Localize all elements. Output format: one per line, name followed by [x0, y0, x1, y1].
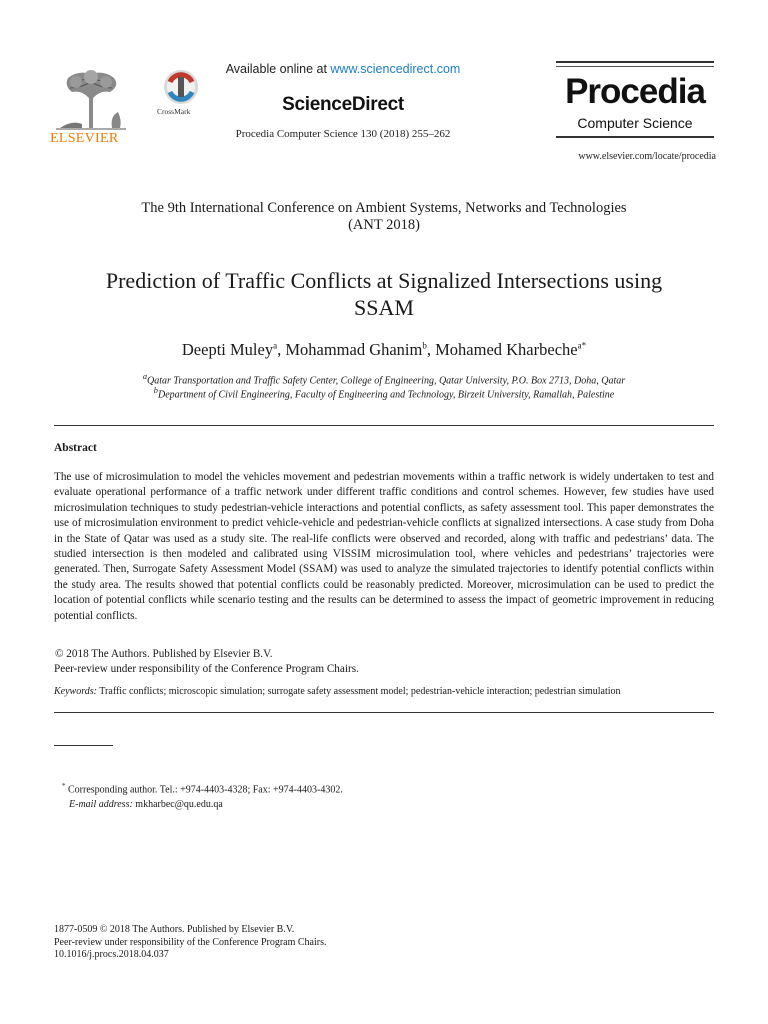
- author-name: Deepti Muley: [181, 340, 274, 359]
- sciencedirect-link[interactable]: www.sciencedirect.com: [330, 62, 461, 76]
- title-line: SSAM: [354, 295, 414, 320]
- section-divider: [54, 425, 714, 426]
- footnote-contact: Corresponding author. Tel.: +974-4403-4328; Fax: +974-4403-4302.: [65, 784, 343, 796]
- sciencedirect-brand: ScienceDirect: [282, 94, 404, 115]
- author-name: Mohammad Ghanim: [285, 340, 423, 359]
- affiliation-text: Qatar Transportation and Traffic Safety Center, College of Engineering, Qatar University, P.O. Box 2713, Doha, Qatar: [147, 375, 626, 387]
- doi-link[interactable]: 10.1016/j.procs.2018.04.037: [54, 949, 169, 961]
- conference-name: [54, 200, 714, 234]
- crossmark-label: CrossMark: [157, 107, 191, 116]
- elsevier-wordmark: ELSEVIER: [50, 131, 119, 146]
- keywords-label: Keywords:: [54, 686, 97, 697]
- procedia-rule: [556, 61, 714, 63]
- imprint-line: Peer-review under responsibility of the Conference Program Chairs.: [54, 936, 327, 948]
- footnote-mark: *: [62, 782, 66, 790]
- affiliation-mark: a: [142, 372, 148, 381]
- author-list: [54, 340, 714, 360]
- imprint-footer: [54, 924, 554, 962]
- conference-line: (ANT 2018): [348, 217, 420, 233]
- author-separator: ,: [426, 340, 436, 359]
- procedia-logo: Procedia: [565, 72, 705, 111]
- imprint-line: 1877-0509 © 2018 The Authors. Published by Elsevier B.V.: [54, 924, 295, 935]
- affiliation-mark: b: [153, 386, 158, 395]
- copyright-block: [54, 647, 714, 677]
- available-prefix: Available online at: [225, 62, 331, 76]
- affiliation-b: [54, 386, 714, 400]
- email-label: E-mail address:: [69, 799, 133, 811]
- conference-line: The 9th International Conference on Ambient Systems, Networks and Technologies: [141, 200, 627, 216]
- email-address[interactable]: mkharbec@qu.edu.qa: [132, 799, 223, 811]
- footnote-email-line: [62, 797, 662, 812]
- affiliation-text: Department of Civil Engineering, Faculty of Engineering and Technology, Birzeit University, Ramallah, Palestine: [157, 389, 615, 401]
- corresponding-author-footnote: [62, 779, 662, 812]
- author-affiliation-mark: a*: [577, 340, 587, 351]
- author-affiliation-mark: b: [422, 340, 427, 351]
- journal-url-link[interactable]: www.elsevier.com/locate/procedia: [578, 151, 716, 162]
- procedia-rule: [556, 136, 714, 138]
- procedia-rule: [556, 66, 714, 67]
- keywords-line: [54, 686, 714, 697]
- peer-review-line: Peer-review under responsibility of the Conference Program Chairs.: [54, 663, 359, 675]
- author-name: Mohamed Kharbeche: [435, 340, 578, 359]
- author-separator: ,: [277, 340, 286, 359]
- abstract-body: The use of microsimulation to model the vehicles movement and pedestrian movements within a traffic network is widely undertaken to test and evaluate operational performance of a traffic network under different traffic conditions and control schemes. However, few studies have used microsimulation techniques to study pedestrian-vehicle interactions and potential conflicts, as safety assessment tool. This paper demonstrates the use of microsimulation environment to predict vehicle-vehicle and pedestrian-vehicle conflicts at signalized intersections. A case study from Doha in the State of Qatar was used as a study site. The real-life conflicts were observed and recorded, along with traffic and pedestrians’ data. The studied intersection is then modeled and calibrated using VISSIM microsimulation tool, where vehicles and pedestrians’ trajectories were generated. Then, Surrogate Safety Assessment Model (SSAM) was used to analyze the simulated trajectories to identify potential conflicts within the study area. The results showed that potential conflicts could be reasonably predicted. Moreover, microsimulation can be used to predict the location of potential conflicts while scenario testing and the results can be determined to assess the impact of geometric improvement in reducing potential conflicts.: [54, 471, 714, 622]
- author-affiliation-mark: a: [273, 340, 278, 351]
- paper-title: [54, 267, 714, 321]
- keywords-text: Traffic conflicts; microscopic simulation; surrogate safety assessment model; pedestrian-vehicle interaction; pedestrian simulation: [96, 686, 621, 697]
- section-divider: [54, 712, 714, 713]
- title-line: Prediction of Traffic Conflicts at Signalized Intersections using: [105, 268, 663, 293]
- affiliation-a: [54, 372, 714, 386]
- footnote-rule: [54, 745, 113, 746]
- procedia-subtitle: Computer Science: [577, 115, 693, 131]
- footnote-line: [62, 779, 662, 797]
- journal-reference: Procedia Computer Science 130 (2018) 255–262: [235, 128, 451, 140]
- copyright-line: © 2018 The Authors. Published by Elsevier B.V.: [55, 648, 273, 660]
- abstract-heading: Abstract: [54, 442, 97, 454]
- available-online-line: [208, 62, 478, 76]
